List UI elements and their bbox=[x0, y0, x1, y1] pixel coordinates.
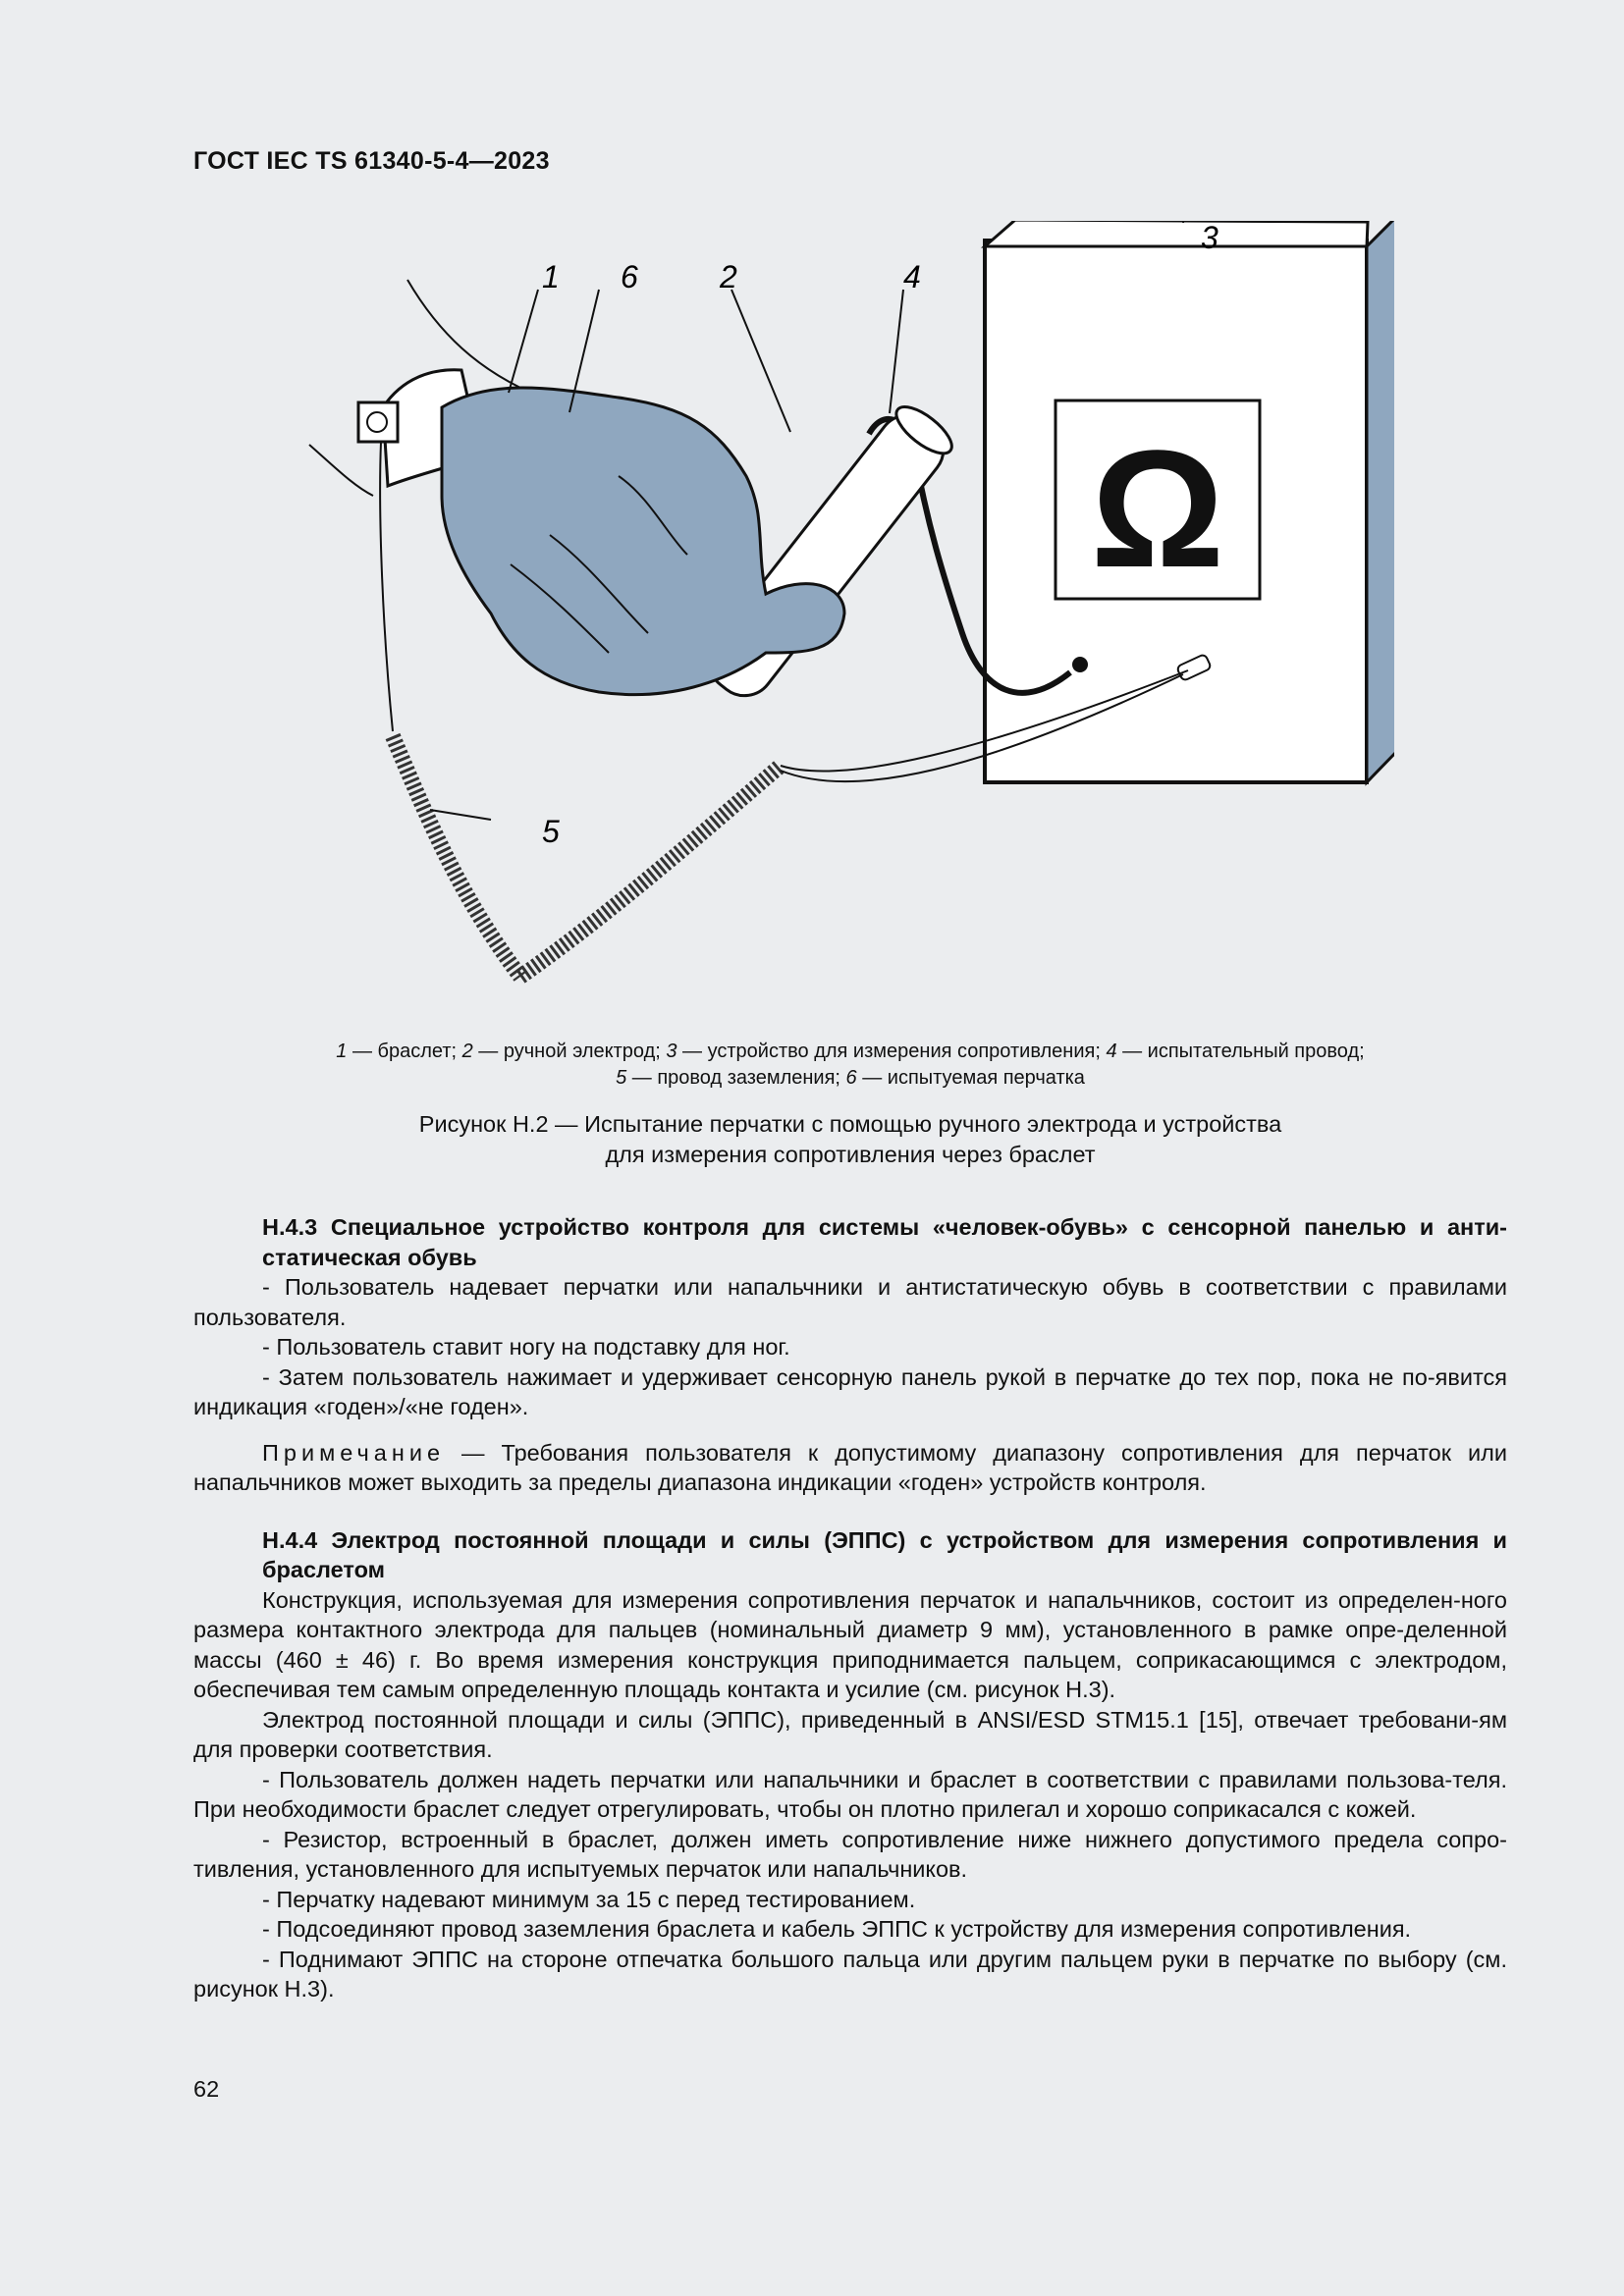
callout-6: 6 bbox=[621, 259, 638, 294]
paragraph: - Перчатку надевают минимум за 15 с перед тестированием. bbox=[262, 1886, 916, 1912]
legend-line-1 bbox=[193, 1039, 1507, 1065]
callout-3: 3 bbox=[1201, 221, 1218, 255]
paragraph: - Резистор, встроенный в браслет, должен иметь сопротивление ниже нижнего допустимого предела сопро-тивления, установленного для испытуемых перчаток или напальчников. bbox=[193, 1826, 1507, 1882]
figure-glove-test bbox=[295, 221, 1394, 1006]
figure-caption bbox=[193, 1109, 1507, 1170]
note-label: Примечание bbox=[262, 1439, 446, 1466]
figure-legend bbox=[193, 1039, 1507, 1092]
callout-2: 2 bbox=[720, 259, 737, 294]
paragraph: - Пользователь должен надеть перчатки или напальчники и браслет в соответствии с правилами пользова-теля. При необходимости браслет следует отрегулировать, чтобы он плотно прилегал и хорошо соприкасался с кожей. bbox=[193, 1766, 1507, 1822]
note bbox=[193, 1438, 1507, 1498]
section-heading-h44: Н.4.4 Электрод постоянной площади и силы (ЭППС) с устройством для измерения сопротивления и браслетом bbox=[262, 1526, 1507, 1582]
resistance-meter bbox=[985, 221, 1394, 782]
legend-num: 1 bbox=[336, 1041, 348, 1062]
note-text: — Требования пользователя к допустимому диапазону сопротивления для перчаток или напальчников может выходить за пределы диапазона индикации «годен» устройств контроля. bbox=[193, 1439, 1507, 1495]
paragraph: - Поднимают ЭППС на стороне отпечатка большого пальца или другим пальцем руки в перчатке по выбору (см. рисунок Н.3). bbox=[193, 1946, 1507, 2002]
caption-line-1: Рисунок Н.2 — Испытание перчатки с помощью ручного электрода и устройства bbox=[418, 1111, 1282, 1137]
document-body bbox=[193, 1212, 1507, 2004]
legend-text: — испытуемая перчатка bbox=[856, 1067, 1085, 1089]
ohm-symbol: Ω bbox=[1090, 416, 1225, 603]
paragraph: - Пользователь надевает перчатки или напальчники и антистатическую обувь в соответствии с правилами пользователя. bbox=[193, 1274, 1507, 1330]
legend-text: — устройство для измерения сопротивления; bbox=[677, 1041, 1107, 1062]
callout-1: 1 bbox=[542, 259, 560, 294]
legend-text: — браслет; bbox=[347, 1041, 462, 1062]
legend-text: — провод заземления; bbox=[626, 1067, 846, 1089]
legend-num: 2 bbox=[461, 1041, 473, 1062]
legend-num: 4 bbox=[1106, 1041, 1117, 1062]
paragraph: - Пользователь ставит ногу на подставку для ног. bbox=[262, 1334, 790, 1360]
paragraph: - Подсоединяют провод заземления браслета и кабель ЭППС к устройству для измерения сопротивления. bbox=[262, 1916, 1412, 1942]
caption-line-2: для измерения сопротивления через браслет bbox=[605, 1142, 1096, 1167]
paragraph: Электрод постоянной площади и силы (ЭППС), приведенный в ANSI/ESD STM15.1 [15], отвечает требовани-ям для проверки соответствия. bbox=[193, 1706, 1507, 1762]
document-header: ГОСТ IEC TS 61340-5-4—2023 bbox=[193, 147, 550, 175]
legend-num: 6 bbox=[845, 1067, 857, 1089]
legend-num: 3 bbox=[666, 1041, 677, 1062]
glove bbox=[442, 388, 844, 695]
paragraph: - Затем пользователь нажимает и удерживает сенсорную панель рукой в перчатке до тех пор, пока не по-явится индикация «годен»/«не годен». bbox=[193, 1363, 1507, 1419]
callout-5: 5 bbox=[542, 814, 560, 849]
paragraph: Конструкция, используемая для измерения сопротивления перчаток и напальчников, состоит из определен-ного размера контактного электрода для пальцев (номинальный диаметр 9 мм), установленного в рамке опре-деленной массы (460 ± 46) г. Во время измерения конструкция приподнимается пальцем, соприкасающимся с электродом, обеспечивая тем самым определенную площадь контакта и усилие (см. рисунок Н.3). bbox=[193, 1586, 1507, 1702]
legend-num: 5 bbox=[616, 1067, 627, 1089]
page-number: 62 bbox=[193, 2076, 220, 2102]
section-heading-h43: Н.4.3 Специальное устройство контроля для системы «человек-обувь» с сенсорной панелью и анти-статическая обувь bbox=[262, 1214, 1507, 1270]
legend-text: — ручной электрод; bbox=[472, 1041, 667, 1062]
legend-text: — испытательный провод; bbox=[1116, 1041, 1365, 1062]
legend-line-2 bbox=[193, 1065, 1507, 1092]
callout-4: 4 bbox=[903, 259, 921, 294]
